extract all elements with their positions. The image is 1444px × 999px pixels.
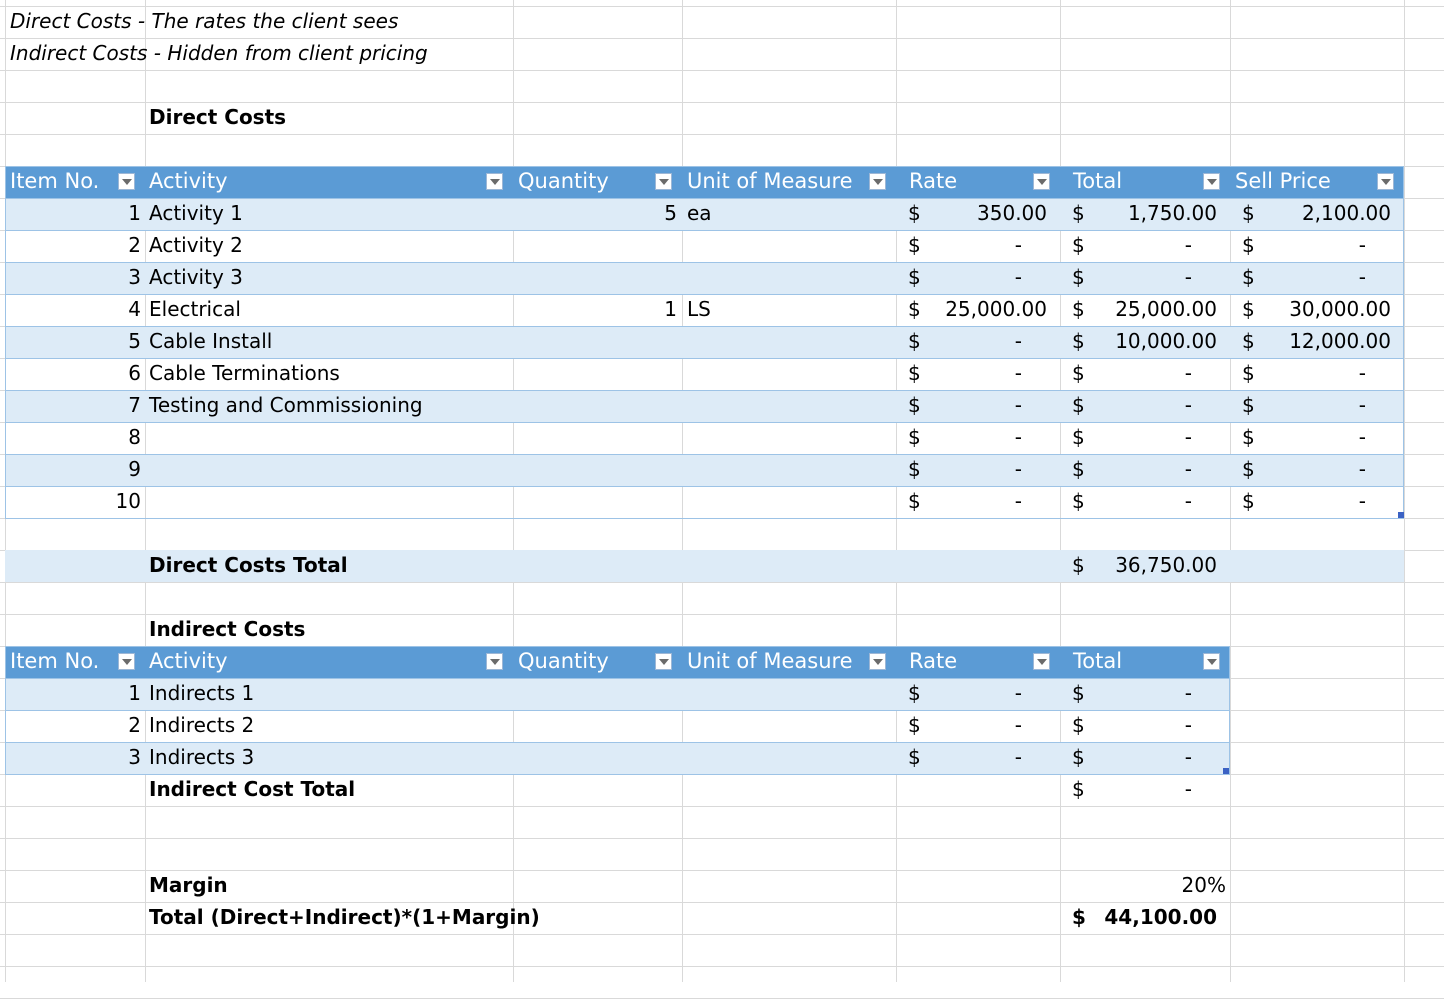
currency-symbol: $ [1242,265,1255,289]
currency-symbol: $ [1072,361,1085,385]
quantity-cell[interactable] [513,262,682,294]
currency-symbol: $ [1072,777,1085,801]
activity-cell[interactable]: Indirects 2 [149,713,255,737]
currency-symbol: $ [908,329,921,353]
activity-cell[interactable] [145,454,513,486]
filter-dropdown-icon[interactable] [869,173,886,190]
direct-costs-title: Direct Costs [149,105,287,129]
rate-value-cell[interactable]: - [1014,393,1022,417]
sell-value-cell[interactable]: - [1358,361,1366,385]
quantity-cell[interactable] [513,358,682,390]
unit-of-measure-cell[interactable] [682,454,896,486]
indirect-header-total: Total [1073,649,1123,673]
unit-of-measure-cell[interactable] [682,422,896,454]
rate-value-cell[interactable]: - [1014,489,1022,513]
item-number-cell[interactable]: 9 [128,457,141,481]
currency-symbol: $ [1072,201,1085,225]
activity-cell[interactable]: Activity 3 [149,265,243,289]
item-number-cell[interactable]: 7 [128,393,141,417]
gridline-h [0,966,1444,967]
direct-header-sell-price: Sell Price [1235,169,1331,193]
currency-symbol: $ [1242,297,1255,321]
filter-dropdown-icon[interactable] [1033,173,1050,190]
activity-cell[interactable]: Cable Terminations [149,361,340,385]
rate-value-cell[interactable]: - [1014,713,1022,737]
quantity-cell[interactable] [513,486,682,518]
activity-cell[interactable]: Activity 1 [149,201,243,225]
quantity-cell[interactable] [513,454,682,486]
sell-value-cell[interactable]: - [1358,265,1366,289]
total-value-cell[interactable]: - [1184,425,1192,449]
currency-symbol: $ [1072,553,1085,577]
filter-dropdown-icon[interactable] [1033,653,1050,670]
grand-total-label: Total (Direct+Indirect)*(1+Margin) [149,905,540,929]
currency-symbol: $ [1072,713,1085,737]
currency-symbol: $ [908,489,921,513]
indirect-header-activity: Activity [149,649,228,673]
filter-dropdown-icon[interactable] [1377,173,1394,190]
item-number-cell[interactable]: 1 [128,681,141,705]
unit-of-measure-cell[interactable] [682,486,896,518]
margin-label: Margin [149,873,228,897]
item-number-cell[interactable]: 8 [128,425,141,449]
activity-cell[interactable]: Activity 2 [149,233,243,257]
currency-symbol: $ [1072,745,1085,769]
currency-symbol: $ [908,425,921,449]
currency-symbol: $ [1242,425,1255,449]
direct-header-quantity: Quantity [518,169,609,193]
quantity-cell[interactable] [513,422,682,454]
rate-value-cell[interactable]: - [1014,681,1022,705]
filter-dropdown-icon[interactable] [655,173,672,190]
gridline-h [0,934,1444,935]
direct-header-rate: Rate [909,169,958,193]
unit-of-measure-cell[interactable]: LS [687,297,711,321]
sell-value-cell[interactable]: - [1358,393,1366,417]
indirect-header-item-no: Item No. [10,649,100,673]
rate-value-cell[interactable]: 350.00 [977,201,1047,225]
indirect-costs-title: Indirect Costs [149,617,306,641]
total-value-cell[interactable]: - [1184,233,1192,257]
rate-value-cell[interactable]: - [1014,329,1022,353]
rate-value-cell[interactable]: - [1014,425,1022,449]
total-value-cell[interactable]: - [1184,265,1192,289]
activity-cell[interactable]: Cable Install [149,329,273,353]
currency-symbol: $ [1242,329,1255,353]
total-value-cell[interactable]: 25,000.00 [1115,297,1217,321]
indirect-cost-total-value: - [1184,777,1192,801]
sell-value-cell[interactable]: 12,000.00 [1289,329,1391,353]
currency-symbol: $ [908,233,921,257]
total-value-cell[interactable]: - [1184,745,1192,769]
gridline-h [0,134,1444,135]
item-number-cell[interactable]: 10 [115,489,141,513]
activity-cell[interactable] [145,422,513,454]
indirect-header-rate: Rate [909,649,958,673]
unit-of-measure-cell[interactable] [682,326,896,358]
gridline-h [0,806,1444,807]
grand-total-value: 44,100.00 [1104,905,1217,929]
currency-symbol: $ [1072,233,1085,257]
currency-symbol: $ [908,457,921,481]
rate-value-cell[interactable]: - [1014,361,1022,385]
filter-dropdown-icon[interactable] [1203,653,1220,670]
currency-symbol: $ [908,713,921,737]
table-resize-handle[interactable] [1398,512,1404,518]
total-value-cell[interactable]: - [1184,489,1192,513]
unit-of-measure-cell[interactable]: ea [687,201,712,225]
currency-symbol: $ [1242,361,1255,385]
activity-cell[interactable]: Testing and Commissioning [149,393,423,417]
total-value-cell[interactable]: 10,000.00 [1115,329,1217,353]
activity-cell[interactable]: Indirects 1 [149,681,255,705]
sell-value-cell[interactable]: - [1358,425,1366,449]
direct-header-activity: Activity [149,169,228,193]
currency-symbol: $ [908,201,921,225]
quantity-cell[interactable] [513,390,682,422]
quantity-cell[interactable]: 5 [664,201,677,225]
gridline-h [0,70,1444,71]
currency-symbol: $ [1072,905,1086,929]
currency-symbol: $ [1242,201,1255,225]
gridline-h [0,582,1444,583]
currency-symbol: $ [1242,393,1255,417]
item-number-cell[interactable]: 6 [128,361,141,385]
item-number-cell[interactable]: 2 [128,713,141,737]
unit-of-measure-cell[interactable] [682,262,896,294]
currency-symbol: $ [908,265,921,289]
direct-header-item-no: Item No. [10,169,100,193]
indirect-cost-total-label: Indirect Cost Total [149,777,356,801]
filter-dropdown-icon[interactable] [1203,173,1220,190]
activity-cell[interactable]: Electrical [149,297,241,321]
quantity-cell[interactable]: 1 [664,297,677,321]
currency-symbol: $ [908,681,921,705]
currency-symbol: $ [1242,233,1255,257]
rate-value-cell[interactable]: - [1014,233,1022,257]
gridline-h [0,838,1444,839]
indirect-header-unit-of-measure: Unit of Measure [687,649,853,673]
currency-symbol: $ [1072,457,1085,481]
currency-symbol: $ [1242,489,1255,513]
rate-value-cell[interactable]: 25,000.00 [945,297,1047,321]
currency-symbol: $ [1072,265,1085,289]
direct-costs-total-value: 36,750.00 [1115,553,1217,577]
sell-value-cell[interactable]: - [1358,489,1366,513]
unit-of-measure-cell[interactable] [682,230,896,262]
direct-cost-note: Direct Costs - The rates the client sees [10,9,399,33]
indirect-header-quantity: Quantity [518,649,609,673]
filter-dropdown-icon[interactable] [869,653,886,670]
currency-symbol: $ [908,361,921,385]
total-value-cell[interactable]: - [1184,681,1192,705]
total-value-cell[interactable]: - [1184,713,1192,737]
total-value-cell[interactable]: - [1184,393,1192,417]
item-number-cell[interactable]: 2 [128,233,141,257]
sell-value-cell[interactable]: - [1358,233,1366,257]
unit-of-measure-cell[interactable] [682,390,896,422]
direct-header-unit-of-measure: Unit of Measure [687,169,853,193]
gridline-v [1404,0,1405,982]
total-value-cell[interactable]: - [1184,361,1192,385]
item-number-cell[interactable]: 3 [128,265,141,289]
filter-dropdown-icon[interactable] [655,653,672,670]
filter-dropdown-icon[interactable] [486,653,503,670]
item-number-cell[interactable]: 4 [128,297,141,321]
activity-cell[interactable] [145,486,513,518]
currency-symbol: $ [1072,297,1085,321]
rate-value-cell[interactable]: - [1014,265,1022,289]
indirect-cost-note: Indirect Costs - Hidden from client pricing [10,41,428,65]
currency-symbol: $ [1242,457,1255,481]
activity-cell[interactable]: Indirects 3 [149,745,255,769]
total-value-cell[interactable]: 1,750.00 [1127,201,1217,225]
filter-dropdown-icon[interactable] [118,653,135,670]
sell-value-cell[interactable]: 2,100.00 [1301,201,1391,225]
quantity-cell[interactable] [513,326,682,358]
sell-value-cell[interactable]: 30,000.00 [1289,297,1391,321]
unit-of-measure-cell[interactable] [682,358,896,390]
filter-dropdown-icon[interactable] [118,173,135,190]
rate-value-cell[interactable]: - [1014,457,1022,481]
direct-header-total: Total [1073,169,1123,193]
margin-value[interactable]: 20% [1181,873,1226,897]
total-value-cell[interactable]: - [1184,457,1192,481]
rate-value-cell[interactable]: - [1014,745,1022,769]
quantity-cell[interactable] [513,230,682,262]
currency-symbol: $ [1072,489,1085,513]
filter-dropdown-icon[interactable] [486,173,503,190]
currency-symbol: $ [1072,329,1085,353]
currency-symbol: $ [1072,425,1085,449]
sell-value-cell[interactable]: - [1358,457,1366,481]
item-number-cell[interactable]: 5 [128,329,141,353]
currency-symbol: $ [1072,393,1085,417]
currency-symbol: $ [908,393,921,417]
item-number-cell[interactable]: 3 [128,745,141,769]
currency-symbol: $ [1072,681,1085,705]
currency-symbol: $ [908,297,921,321]
item-number-cell[interactable]: 1 [128,201,141,225]
direct-costs-total-label: Direct Costs Total [149,553,348,577]
currency-symbol: $ [908,745,921,769]
direct-row-border [5,518,1404,519]
